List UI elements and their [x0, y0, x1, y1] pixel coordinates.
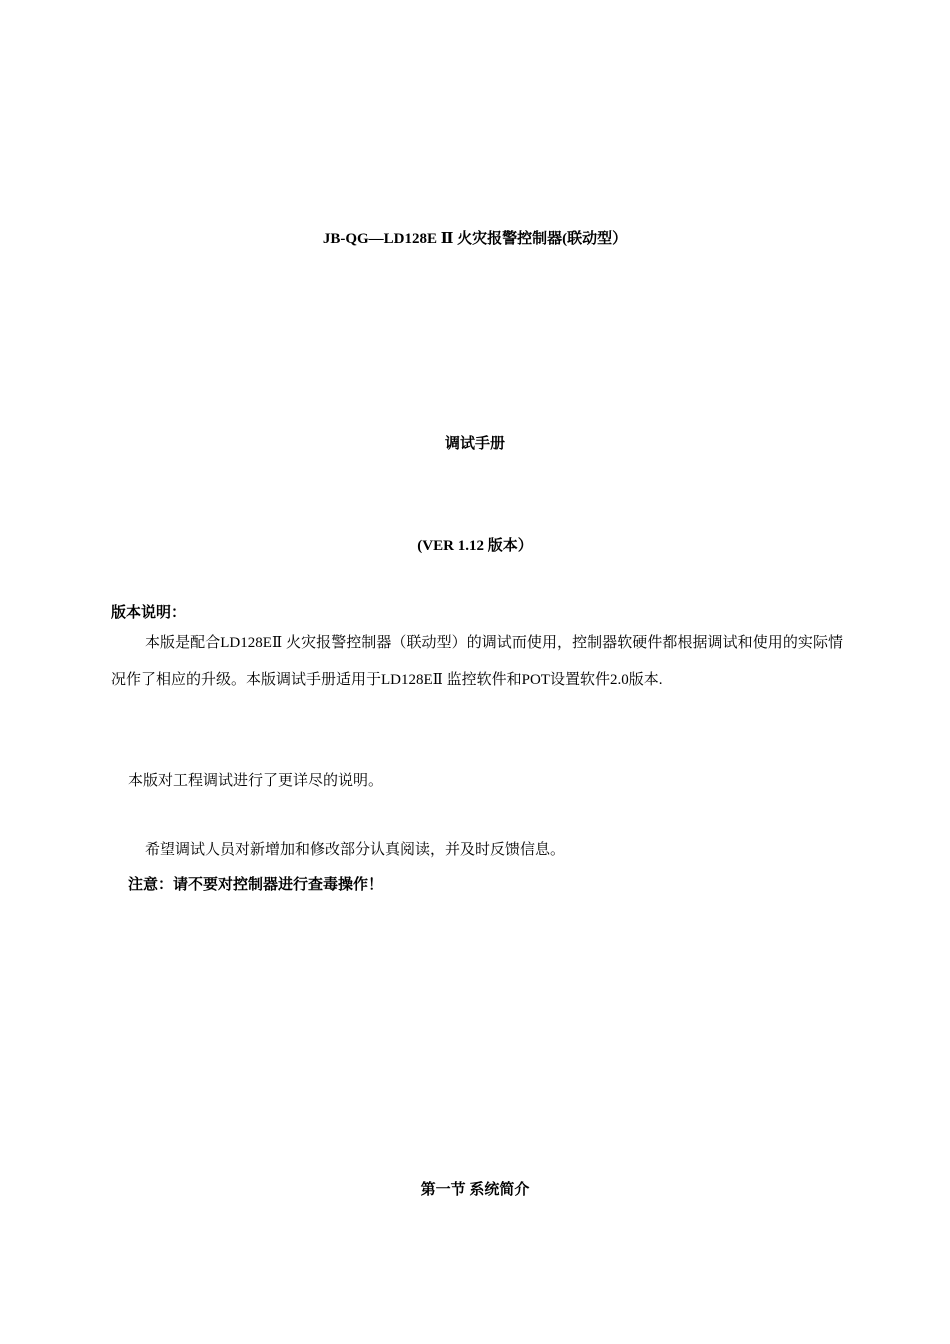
version-notes-paragraph-3: 希望调试人员对新增加和修改部分认真阅读，并及时反馈信息。: [145, 842, 566, 858]
version-notes-paragraph-2: 本版对工程调试进行了更详尽的说明。: [128, 773, 384, 789]
section-title: 第一节 系统简介: [420, 1182, 530, 1198]
version-notes-paragraph-1: 本版是配合LD128EⅡ 火灾报警控制器（联动型）的调试而使用，控制器软硬件都根据调试和使用的实际情况作了相应的升级。本版调试手册适用于LD128EⅡ 监控软件和POT设置软件2.0版本.: [111, 635, 843, 688]
document-version: (VER 1.12 版本）: [417, 538, 533, 554]
document-subtitle: 调试手册: [444, 436, 505, 452]
version-notes-heading: 版本说明：: [111, 605, 187, 621]
document-title: JB-QG—LD128E Ⅱ 火灾报警控制器(联动型）: [322, 231, 628, 247]
notice-text: 注意：请不要对控制器进行查毒操作！: [128, 877, 384, 893]
